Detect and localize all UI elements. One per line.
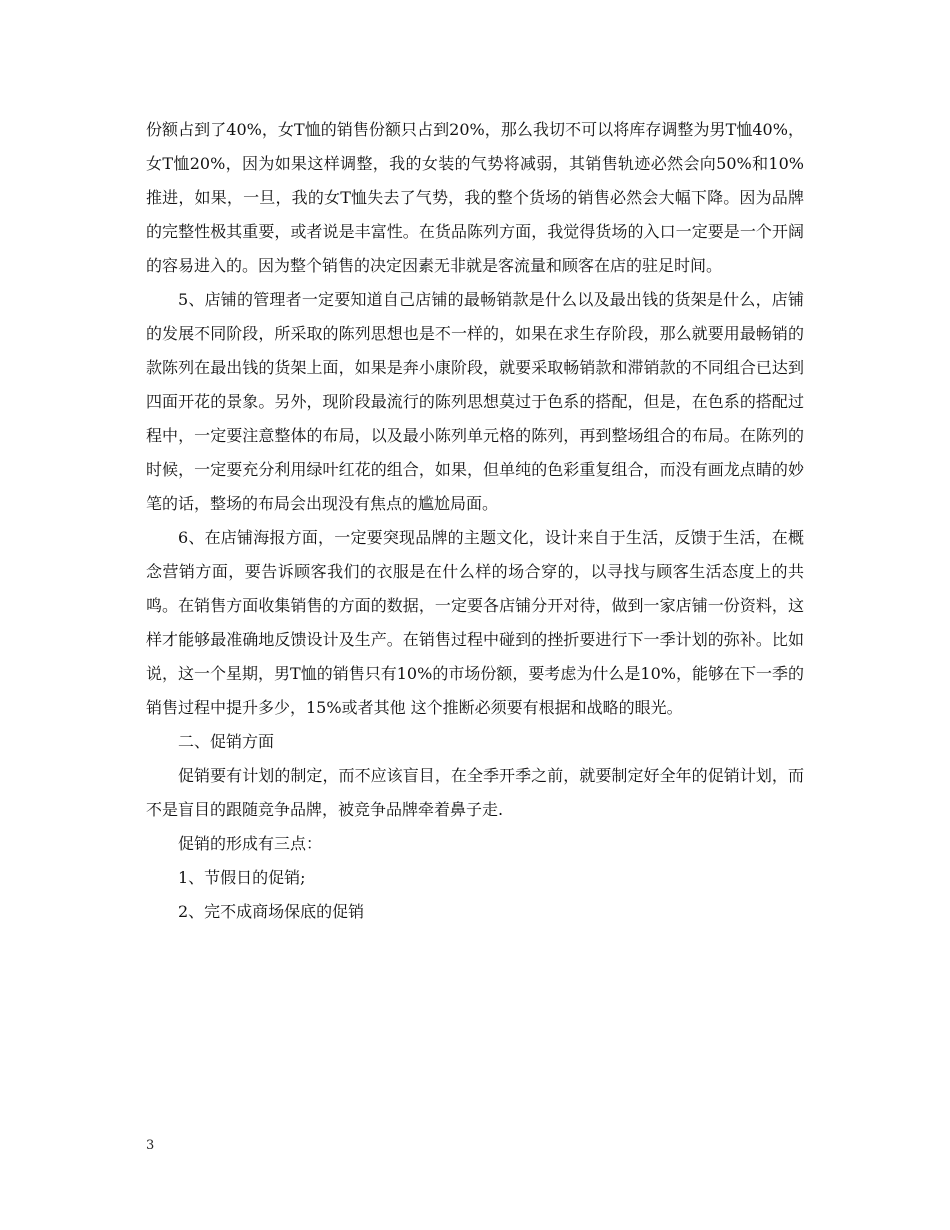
section-heading-promotion: 二、促销方面	[178, 732, 275, 751]
paragraph-2: 5、店铺的管理者一定要知道自己店铺的最畅销款是什么以及最出钱的货架是什么，店铺的发展不同阶段，所采取的陈列思想也是不一样的，如果在求生存阶段，那么就要用最畅销的款陈列在最出钱的货架上面，如果是奔小康阶段，就要采取畅销款和滞销款的不同组合已达到四面开花的景象。另外，现阶段最流行的陈列思想莫过于色系的搭配，但是，在色系的搭配过程中，一定要注意整体的布局，以及最小陈列单元格的陈列，再到整场组合的布局。在陈列的时候，一定要充分利用绿叶红花的组合，如果，但单纯的色彩重复组合，而没有画龙点睛的妙笔的话，整场的布局会出现没有焦点的尴尬局面。	[146, 290, 804, 513]
page-number: 3	[146, 1138, 155, 1153]
body-text	[146, 113, 804, 929]
paragraph-1: 份额占到了40%，女T恤的销售份额只占到20%，那么我切不可以将库存调整为男T恤40%，女T恤20%，因为如果这样调整，我的女装的气势将减弱，其销售轨迹必然会向50%和10%推进，如果，一旦，我的女T恤失去了气势，我的整个货场的销售必然会大幅下降。因为品牌的完整性极其重要，或者说是丰富性。在货品陈列方面，我觉得货场的入口一定要是一个开阔的容易进入的。因为整个销售的决定因素无非就是客流量和顾客在店的驻足时间。	[146, 120, 804, 275]
list-item-1: 1、节假日的促销;	[178, 868, 306, 887]
paragraph-5: 促销的形成有三点：	[178, 834, 323, 853]
paragraph-3: 6、在店铺海报方面，一定要突现品牌的主题文化，设计来自于生活，反馈于生活，在概念营销方面，要告诉顾客我们的衣服是在什么样的场合穿的，以寻找与顾客生活态度上的共鸣。在销售方面收集销售的方面的数据，一定要各店铺分开对待，做到一家店铺一份资料，这样才能够最准确地反馈设计及生产。在销售过程中碰到的挫折要进行下一季计划的弥补。比如说，这一个星期，男T恤的销售只有10%的市场份额，要考虑为什么是10%，能够在下一季的销售过程中提升多少，15%或者其他 这个推断必须要有根据和战略的眼光。	[146, 528, 804, 717]
paragraph-4: 促销要有计划的制定，而不应该盲目，在全季开季之前，就要制定好全年的促销计划，而不是盲目的跟随竞争品牌，被竞争品牌牵着鼻子走.	[146, 766, 804, 819]
list-item-2: 2、完不成商场保底的促销	[178, 902, 365, 921]
